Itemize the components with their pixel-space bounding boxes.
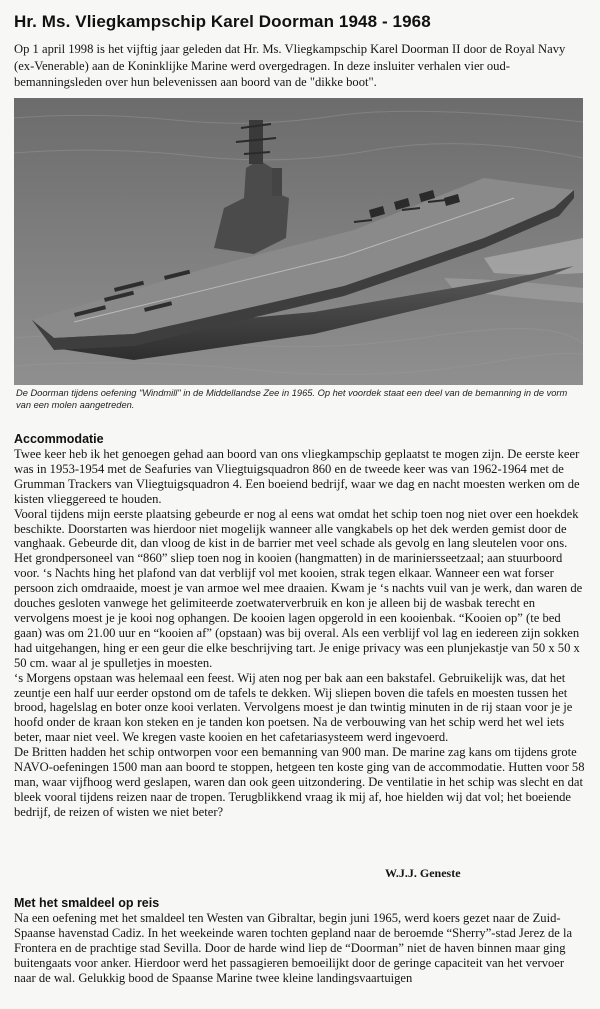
page-title: Hr. Ms. Vliegkampschip Karel Doorman 1948 - 1968 [14, 12, 431, 31]
section-heading-accommodatie: Accommodatie [14, 432, 104, 446]
paragraph: Na een oefening met het smaldeel ten Westen van Gibraltar, begin juni 1965, werd koers gezet naar de Zuid-Spaanse havenstad Cadiz. In het weekeinde waren tochten gepland naar de beroemde “Sherry”-stad Jerez de la Frontera en de prachtige stad Sevilla. Door de harde wind liep de “Doorman” niet de haven binnen maar ging buitengaats voor anker. Hierdoor werd het passagieren bemoeilijkt door de geringe capaciteit van het vervoer naar de wal. Gelukkig bood de Spaanse Marine twee kleine landingsvaartuigen [14, 911, 573, 985]
paragraph: De Britten hadden het schip ontworpen voor een bemanning van 900 man. De marine zag kans om tijdens grote NAVO-oefeningen 1500 man aan boord te stoppen, hetgeen ten koste ging van de accommodatie. Hutten voor 58 man, waar vijfhoog werd geslapen, waren dan ook geen uitzondering. De ventilatie in het schip was slecht en dat bleek vooral tijdens reizen naar de tropen. Terugblikkend vraag ik mij af, hoe hielden wij dat vol; het boeiende bedrijf, de reizen of wisten we niet beter? [14, 745, 585, 819]
paragraph: ‘s Morgens opstaan was helemaal een feest. Wij aten nog per bak aan een bakstafel. Gebruikelijk was, dat het zeuntje een half uur eerder opstond om de tafels te dekken. Wij sliepen boven die tafels en moesten tussen het brood, hagelslag en boter onze kooi verlaten. Vervolgens moest je dan twintig minuten in de rij staan voor je je hoofd onder de kraan kon steken en je tanden kon poetsen. Na de verbouwing van het schip werd het wel iets beter, maar niet veel. We kregen vaste kooien en het cafetariasysteem werd ingevoerd. [14, 670, 573, 745]
section-body-accommodatie [14, 447, 588, 820]
paragraph: Twee keer heb ik het genoegen gehad aan boord van ons vliegkampschip geplaatst te mogen zijn. De eerste keer was in 1953-1954 met de Seafuries van Vliegtuigsquadron 860 en de tweede keer was van 1962-1964 met de Grumman Trackers van Vliegtuigsquadron 4. Een boeiend bedrijf, waar we dag en nacht moesten werken om de kisten vlieggereed te houden. [14, 447, 580, 506]
ship-photo-illustration [14, 98, 583, 385]
aircraft-carrier-photo [14, 98, 583, 385]
paragraph: Het grondpersoneel van “860” sliep toen nog in kooien (hangmatten) in de mariniersseetzaal; aan stuurboord voor. ‘s Nachts hing het plafond van dat verblijf vol met kooien, strak tegen elkaar. Wanneer een wat forser persoon zich omdraaide, moest je van armoe wel mee draaien. Kwam je ‘s nachts vuil van je werk, dan waren de douches gesloten vanwege het gelimiteerde zoetwaterverbruik en kon je alleen bij de wasbak terecht en vervolgens moest je je kooi nog ophangen. De kooien lagen opgerold in een kooienbak. “Kooien op” (te bed gaan) was om 21.00 uur en “kooien af” (opstaan) was bij overal. Als een verblijf vol lag en iedereen zijn sokken had uitgehangen, hing er een geur die elke beschrijving tart. Je enige privacy was een plunjekastje van 50 x 50 x 50 cm. waar al je spulletjes in moesten. [14, 551, 583, 670]
intro-paragraph: Op 1 april 1998 is het vijftig jaar geleden dat Hr. Ms. Vliegkampschip Karel Doorman II door de Royal Navy (ex-Venerable) aan de Koninklijke Marine werd overgedragen. In deze insluiter verhalen vier oud-bemanningsleden over hun belevenissen aan boord van de "dikke boot". [14, 42, 566, 89]
section-heading-smaldeel: Met het smaldeel op reis [14, 896, 160, 910]
paragraph: Vooral tijdens mijn eerste plaatsing gebeurde er nog al eens wat omdat het schip toen nog niet over een hoekdek beschikte. Doorstarten was hierdoor niet mogelijk wanneer alle vangkabels op het dek werden gemist door de vanghaak. Gebeurde dit, dan vloog de kist in de barrier met veel schade als gevolg en lang sleutelen voor ons. [14, 506, 579, 551]
section-body-smaldeel [14, 911, 588, 986]
author-signature: W.J.J. Geneste [385, 866, 461, 880]
photo-caption: De Doorman tijdens oefening "Windmill" in de Middellandse Zee in 1965. Op het voordek staat een deel van de bemanning in de vorm van een molen aangetreden. [16, 388, 568, 410]
